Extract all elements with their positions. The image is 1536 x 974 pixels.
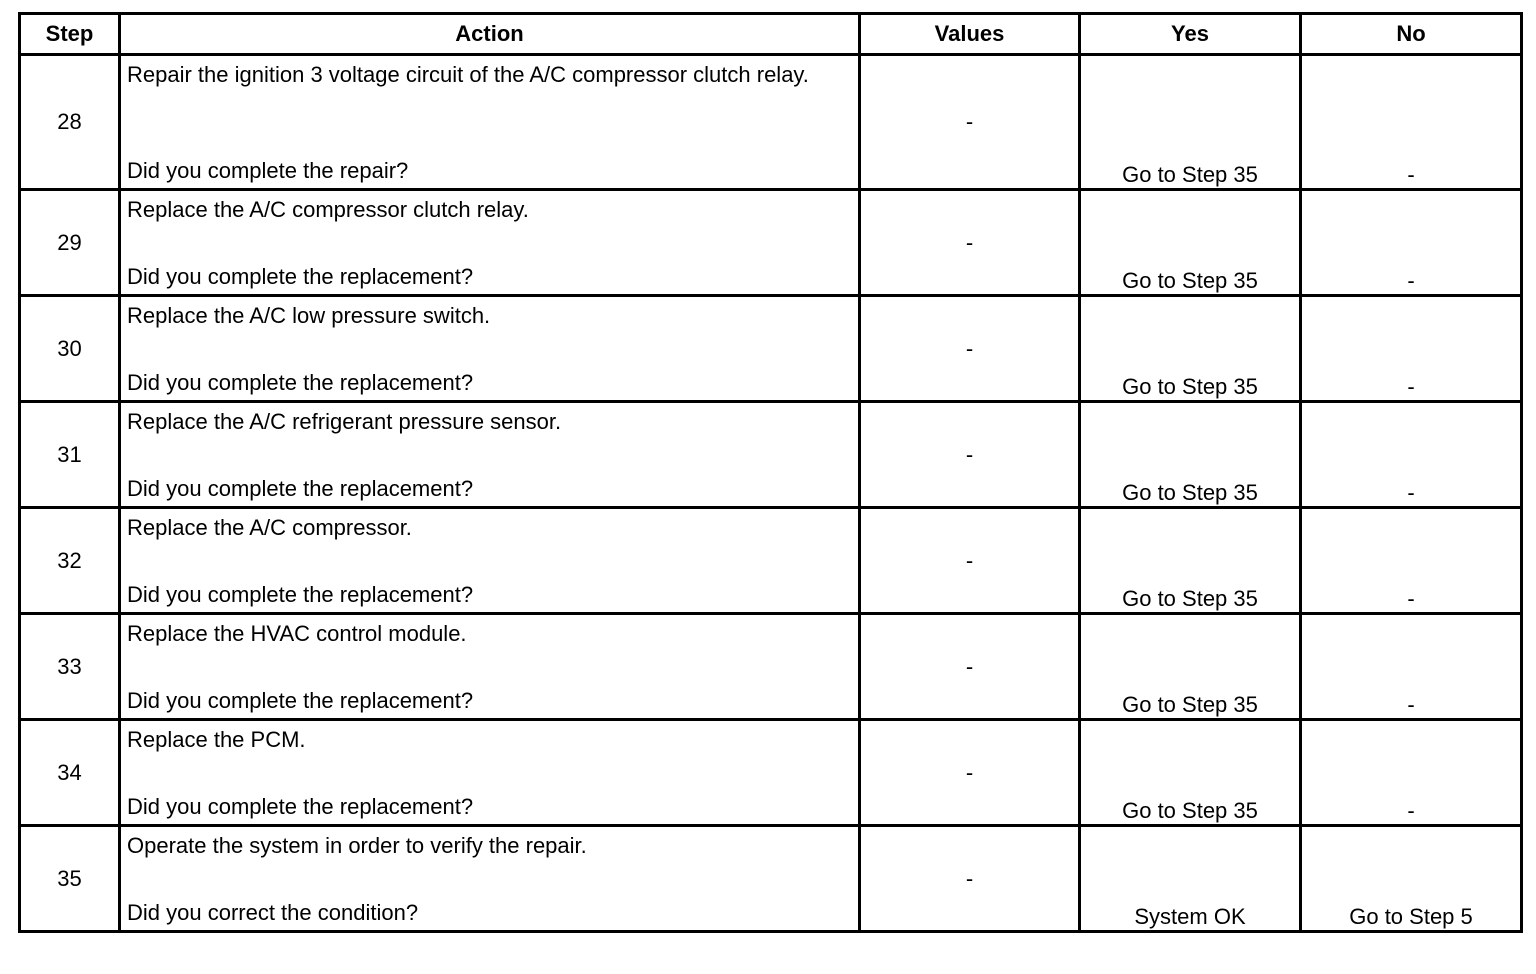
values-cell: - xyxy=(860,614,1080,720)
no-result: - xyxy=(1301,55,1522,190)
step-number: 29 xyxy=(20,190,120,296)
action-cell xyxy=(120,826,860,932)
action-question: Did you correct the condition? xyxy=(127,900,419,925)
action-instruction: Replace the A/C low pressure switch. xyxy=(127,303,491,328)
step-number: 33 xyxy=(20,614,120,720)
table-row xyxy=(20,402,1522,508)
values-cell: - xyxy=(860,296,1080,402)
yes-result: Go to Step 35 xyxy=(1080,508,1301,614)
header-no: No xyxy=(1301,14,1522,55)
action-cell xyxy=(120,402,860,508)
step-number: 35 xyxy=(20,826,120,932)
yes-result: Go to Step 35 xyxy=(1080,614,1301,720)
action-instruction: Replace the PCM. xyxy=(127,727,306,752)
action-cell xyxy=(120,720,860,826)
header-action: Action xyxy=(120,14,860,55)
no-result: - xyxy=(1301,614,1522,720)
action-cell xyxy=(120,508,860,614)
step-number: 30 xyxy=(20,296,120,402)
action-instruction: Operate the system in order to verify the repair. xyxy=(127,833,587,858)
values-cell: - xyxy=(860,826,1080,932)
step-number: 32 xyxy=(20,508,120,614)
step-number: 31 xyxy=(20,402,120,508)
header-step: Step xyxy=(20,14,120,55)
no-result: Go to Step 5 xyxy=(1301,826,1522,932)
table-row xyxy=(20,296,1522,402)
action-question: Did you complete the replacement? xyxy=(127,370,474,395)
action-instruction: Replace the A/C compressor. xyxy=(127,515,412,540)
action-instruction: Replace the HVAC control module. xyxy=(127,621,467,646)
no-result: - xyxy=(1301,402,1522,508)
action-question: Did you complete the replacement? xyxy=(127,582,474,607)
no-result: - xyxy=(1301,296,1522,402)
step-number: 28 xyxy=(20,55,120,190)
table-header-row xyxy=(20,14,1522,55)
step-number: 34 xyxy=(20,720,120,826)
header-yes: Yes xyxy=(1080,14,1301,55)
yes-result: Go to Step 35 xyxy=(1080,55,1301,190)
table-row xyxy=(20,614,1522,720)
diagnostic-table xyxy=(18,12,1523,933)
yes-result: Go to Step 35 xyxy=(1080,402,1301,508)
values-cell: - xyxy=(860,720,1080,826)
values-cell: - xyxy=(860,402,1080,508)
action-question: Did you complete the replacement? xyxy=(127,688,474,713)
action-cell xyxy=(120,55,860,190)
yes-result: Go to Step 35 xyxy=(1080,720,1301,826)
no-result: - xyxy=(1301,720,1522,826)
yes-result: Go to Step 35 xyxy=(1080,296,1301,402)
action-question: Did you complete the replacement? xyxy=(127,476,474,501)
table-row xyxy=(20,55,1522,190)
no-result: - xyxy=(1301,190,1522,296)
no-result: - xyxy=(1301,508,1522,614)
action-question: Did you complete the replacement? xyxy=(127,794,474,819)
values-cell: - xyxy=(860,190,1080,296)
action-question: Did you complete the repair? xyxy=(127,158,409,183)
table-row xyxy=(20,826,1522,932)
yes-result: Go to Step 35 xyxy=(1080,190,1301,296)
table-row xyxy=(20,508,1522,614)
yes-result: System OK xyxy=(1080,826,1301,932)
action-instruction: Replace the A/C refrigerant pressure sensor. xyxy=(127,409,562,434)
action-cell xyxy=(120,614,860,720)
action-cell xyxy=(120,190,860,296)
action-cell xyxy=(120,296,860,402)
table-row xyxy=(20,190,1522,296)
action-question: Did you complete the replacement? xyxy=(127,264,474,289)
table-row xyxy=(20,720,1522,826)
action-instruction: Replace the A/C compressor clutch relay. xyxy=(127,197,529,222)
values-cell: - xyxy=(860,55,1080,190)
header-values: Values xyxy=(860,14,1080,55)
values-cell: - xyxy=(860,508,1080,614)
action-instruction: Repair the ignition 3 voltage circuit of the A/C compressor clutch relay. xyxy=(127,62,809,87)
